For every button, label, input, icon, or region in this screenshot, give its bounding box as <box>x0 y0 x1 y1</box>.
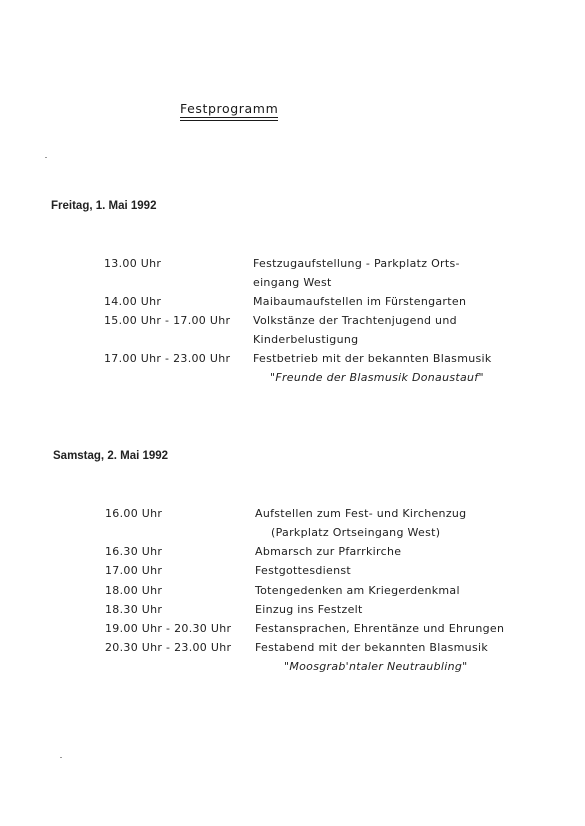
scan-speck <box>60 757 62 758</box>
band-name: "Moosgrab'ntaler Neutraubling" <box>284 660 468 673</box>
schedule-time: 20.30 Uhr - 23.00 Uhr <box>105 641 232 654</box>
day-heading-saturday: Samstag, 2. Mai 1992 <box>53 450 169 462</box>
scan-speck <box>45 157 47 158</box>
schedule-description: Einzug ins Festzelt <box>255 603 363 616</box>
schedule-description: Festbetrieb mit der bekannten Blasmusik <box>253 352 492 365</box>
schedule-description: Aufstellen zum Fest- und Kirchenzug <box>255 507 467 520</box>
schedule-time: 14.00 Uhr <box>104 295 162 308</box>
page-title: Festprogramm <box>180 101 279 116</box>
schedule-time: 16.00 Uhr <box>105 507 163 520</box>
schedule-time: 17.00 Uhr <box>105 564 163 577</box>
schedule-time: 15.00 Uhr - 17.00 Uhr <box>104 314 231 327</box>
schedule-description-continued: eingang West <box>253 276 332 289</box>
schedule-time: 13.00 Uhr <box>104 257 162 270</box>
schedule-description: Festzugaufstellung - Parkplatz Orts- <box>253 257 460 270</box>
schedule-description: Volkstänze der Trachtenjugend und <box>253 314 457 327</box>
schedule-description: Festgottesdienst <box>255 564 351 577</box>
schedule-time: 17.00 Uhr - 23.00 Uhr <box>104 352 231 365</box>
schedule-description-continued: Kinderbelustigung <box>253 333 359 346</box>
band-name: "Freunde der Blasmusik Donaustauf" <box>270 371 484 384</box>
schedule-description: Festansprachen, Ehrentänze und Ehrungen <box>255 622 505 635</box>
schedule-description: Festabend mit der bekannten Blasmusik <box>255 641 489 654</box>
schedule-description-continued: (Parkplatz Ortseingang West) <box>271 526 441 539</box>
schedule-description: Totengedenken am Kriegerdenkmal <box>255 584 460 597</box>
day-heading-friday: Freitag, 1. Mai 1992 <box>51 200 157 212</box>
schedule-time: 19.00 Uhr - 20.30 Uhr <box>105 622 232 635</box>
schedule-description: Maibaumaufstellen im Fürstengarten <box>253 295 467 308</box>
schedule-time: 18.00 Uhr <box>105 584 163 597</box>
schedule-description: Abmarsch zur Pfarrkirche <box>255 545 402 558</box>
schedule-time: 16.30 Uhr <box>105 545 163 558</box>
schedule-time: 18.30 Uhr <box>105 603 163 616</box>
